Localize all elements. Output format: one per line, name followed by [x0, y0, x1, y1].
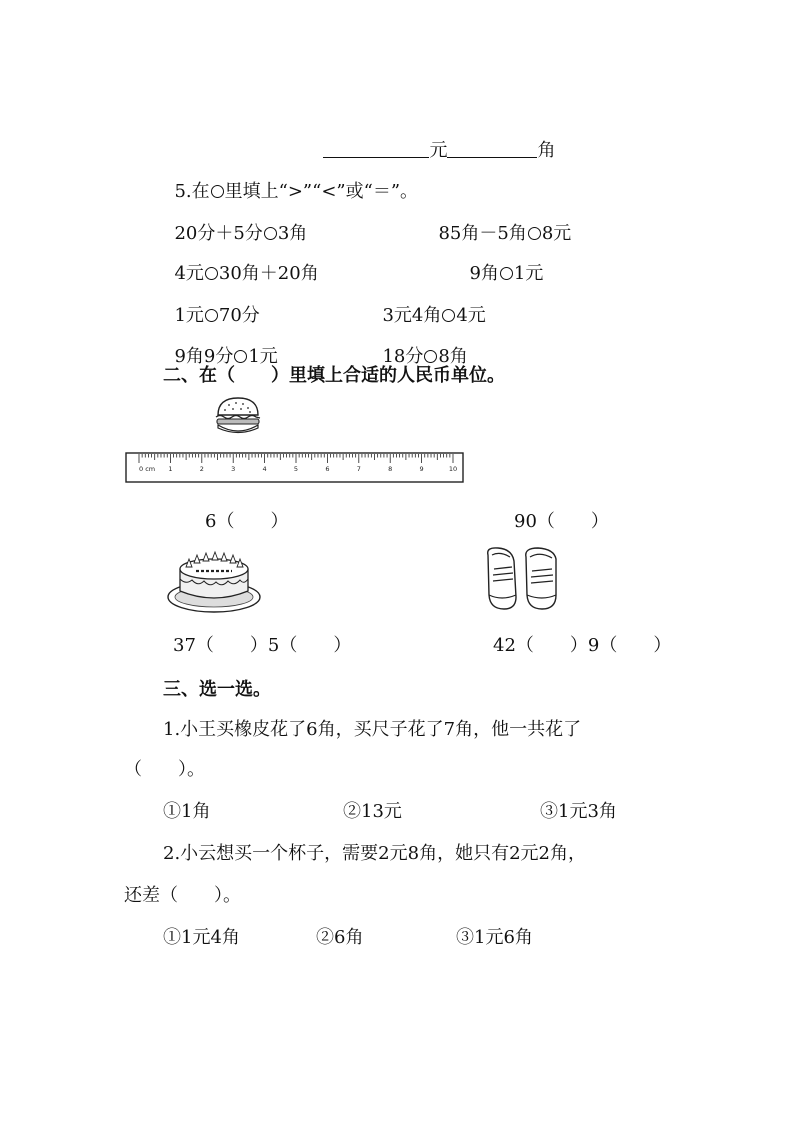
q5-title: 5.在 里填上“>”“<”或“＝”。 — [174, 181, 419, 202]
q5-item: 4元 30角＋20角 — [174, 263, 319, 284]
q2-option-2[interactable]: ②6角 — [316, 927, 364, 948]
ruler-label: 9 — [419, 465, 424, 473]
cake-icon — [166, 547, 262, 617]
q1-option-3[interactable]: ③1元3角 — [540, 801, 617, 822]
ruler-label: 3 — [231, 465, 236, 473]
ruler-label: 6 — [325, 465, 330, 473]
q5-item: 1元 70分 — [174, 305, 260, 326]
ruler-label: 5 — [293, 465, 299, 473]
cake-price[interactable]: 37（ ）5（ ） — [173, 635, 352, 656]
compare-circle[interactable] — [424, 350, 437, 363]
q5-item: 20分＋5分 3角 — [174, 223, 308, 244]
q5-item: 18分 8角 — [382, 346, 468, 367]
shoes-icon — [482, 545, 562, 615]
ruler-label: 7 — [356, 465, 361, 473]
jiao-blank[interactable] — [447, 139, 537, 158]
q1-text-line1: 1.小王买橡皮花了6角，买尺子花了7角，他一共花了 — [163, 719, 582, 740]
q1-option-2[interactable]: ②13元 — [343, 801, 402, 822]
q2-option-3[interactable]: ③1元6角 — [456, 927, 533, 948]
yuan-unit: 元 — [429, 140, 448, 161]
ruler-label: 0 cm — [139, 465, 156, 473]
q2-text-line2[interactable]: 还差（ ）。 — [124, 885, 241, 906]
q1-text-line2[interactable]: （ ）。 — [124, 759, 205, 780]
q1-option-1[interactable]: ①1角 — [163, 801, 211, 822]
hamburger-price[interactable]: 6（ ） — [205, 511, 289, 532]
ruler-icon — [125, 452, 465, 484]
compare-circle[interactable] — [234, 350, 247, 363]
ruler-label: 4 — [262, 465, 267, 473]
section3-heading: 三、选一选。 — [163, 679, 271, 700]
q2-option-1[interactable]: ①1元4角 — [163, 927, 240, 948]
ruler-label: 10 — [448, 465, 458, 473]
q2-text-line1: 2.小云想买一个杯子，需要2元8角，她只有2元2角， — [163, 843, 586, 864]
ruler-price[interactable]: 90（ ） — [514, 511, 609, 532]
q5-item: 3元4角 4元 — [382, 305, 486, 326]
ruler-label: 1 — [168, 465, 173, 473]
jiao-unit: 角 — [537, 140, 556, 161]
compare-circle[interactable] — [500, 267, 513, 280]
hamburger-icon — [212, 395, 264, 437]
q5-item: 9角 1元 — [469, 263, 544, 284]
ruler-label: 2 — [199, 465, 204, 473]
q5-item: 85角－5角 8元 — [438, 223, 572, 244]
ruler-label: 8 — [388, 465, 393, 473]
shoes-price[interactable]: 42（ ）9（ ） — [493, 635, 672, 656]
compare-circle[interactable] — [205, 267, 218, 280]
circle-icon — [211, 185, 224, 198]
section2-heading: 二、在（ ）里填上合适的人民币单位。 — [163, 365, 505, 386]
q5-item: 9角9分 1元 — [174, 346, 278, 367]
